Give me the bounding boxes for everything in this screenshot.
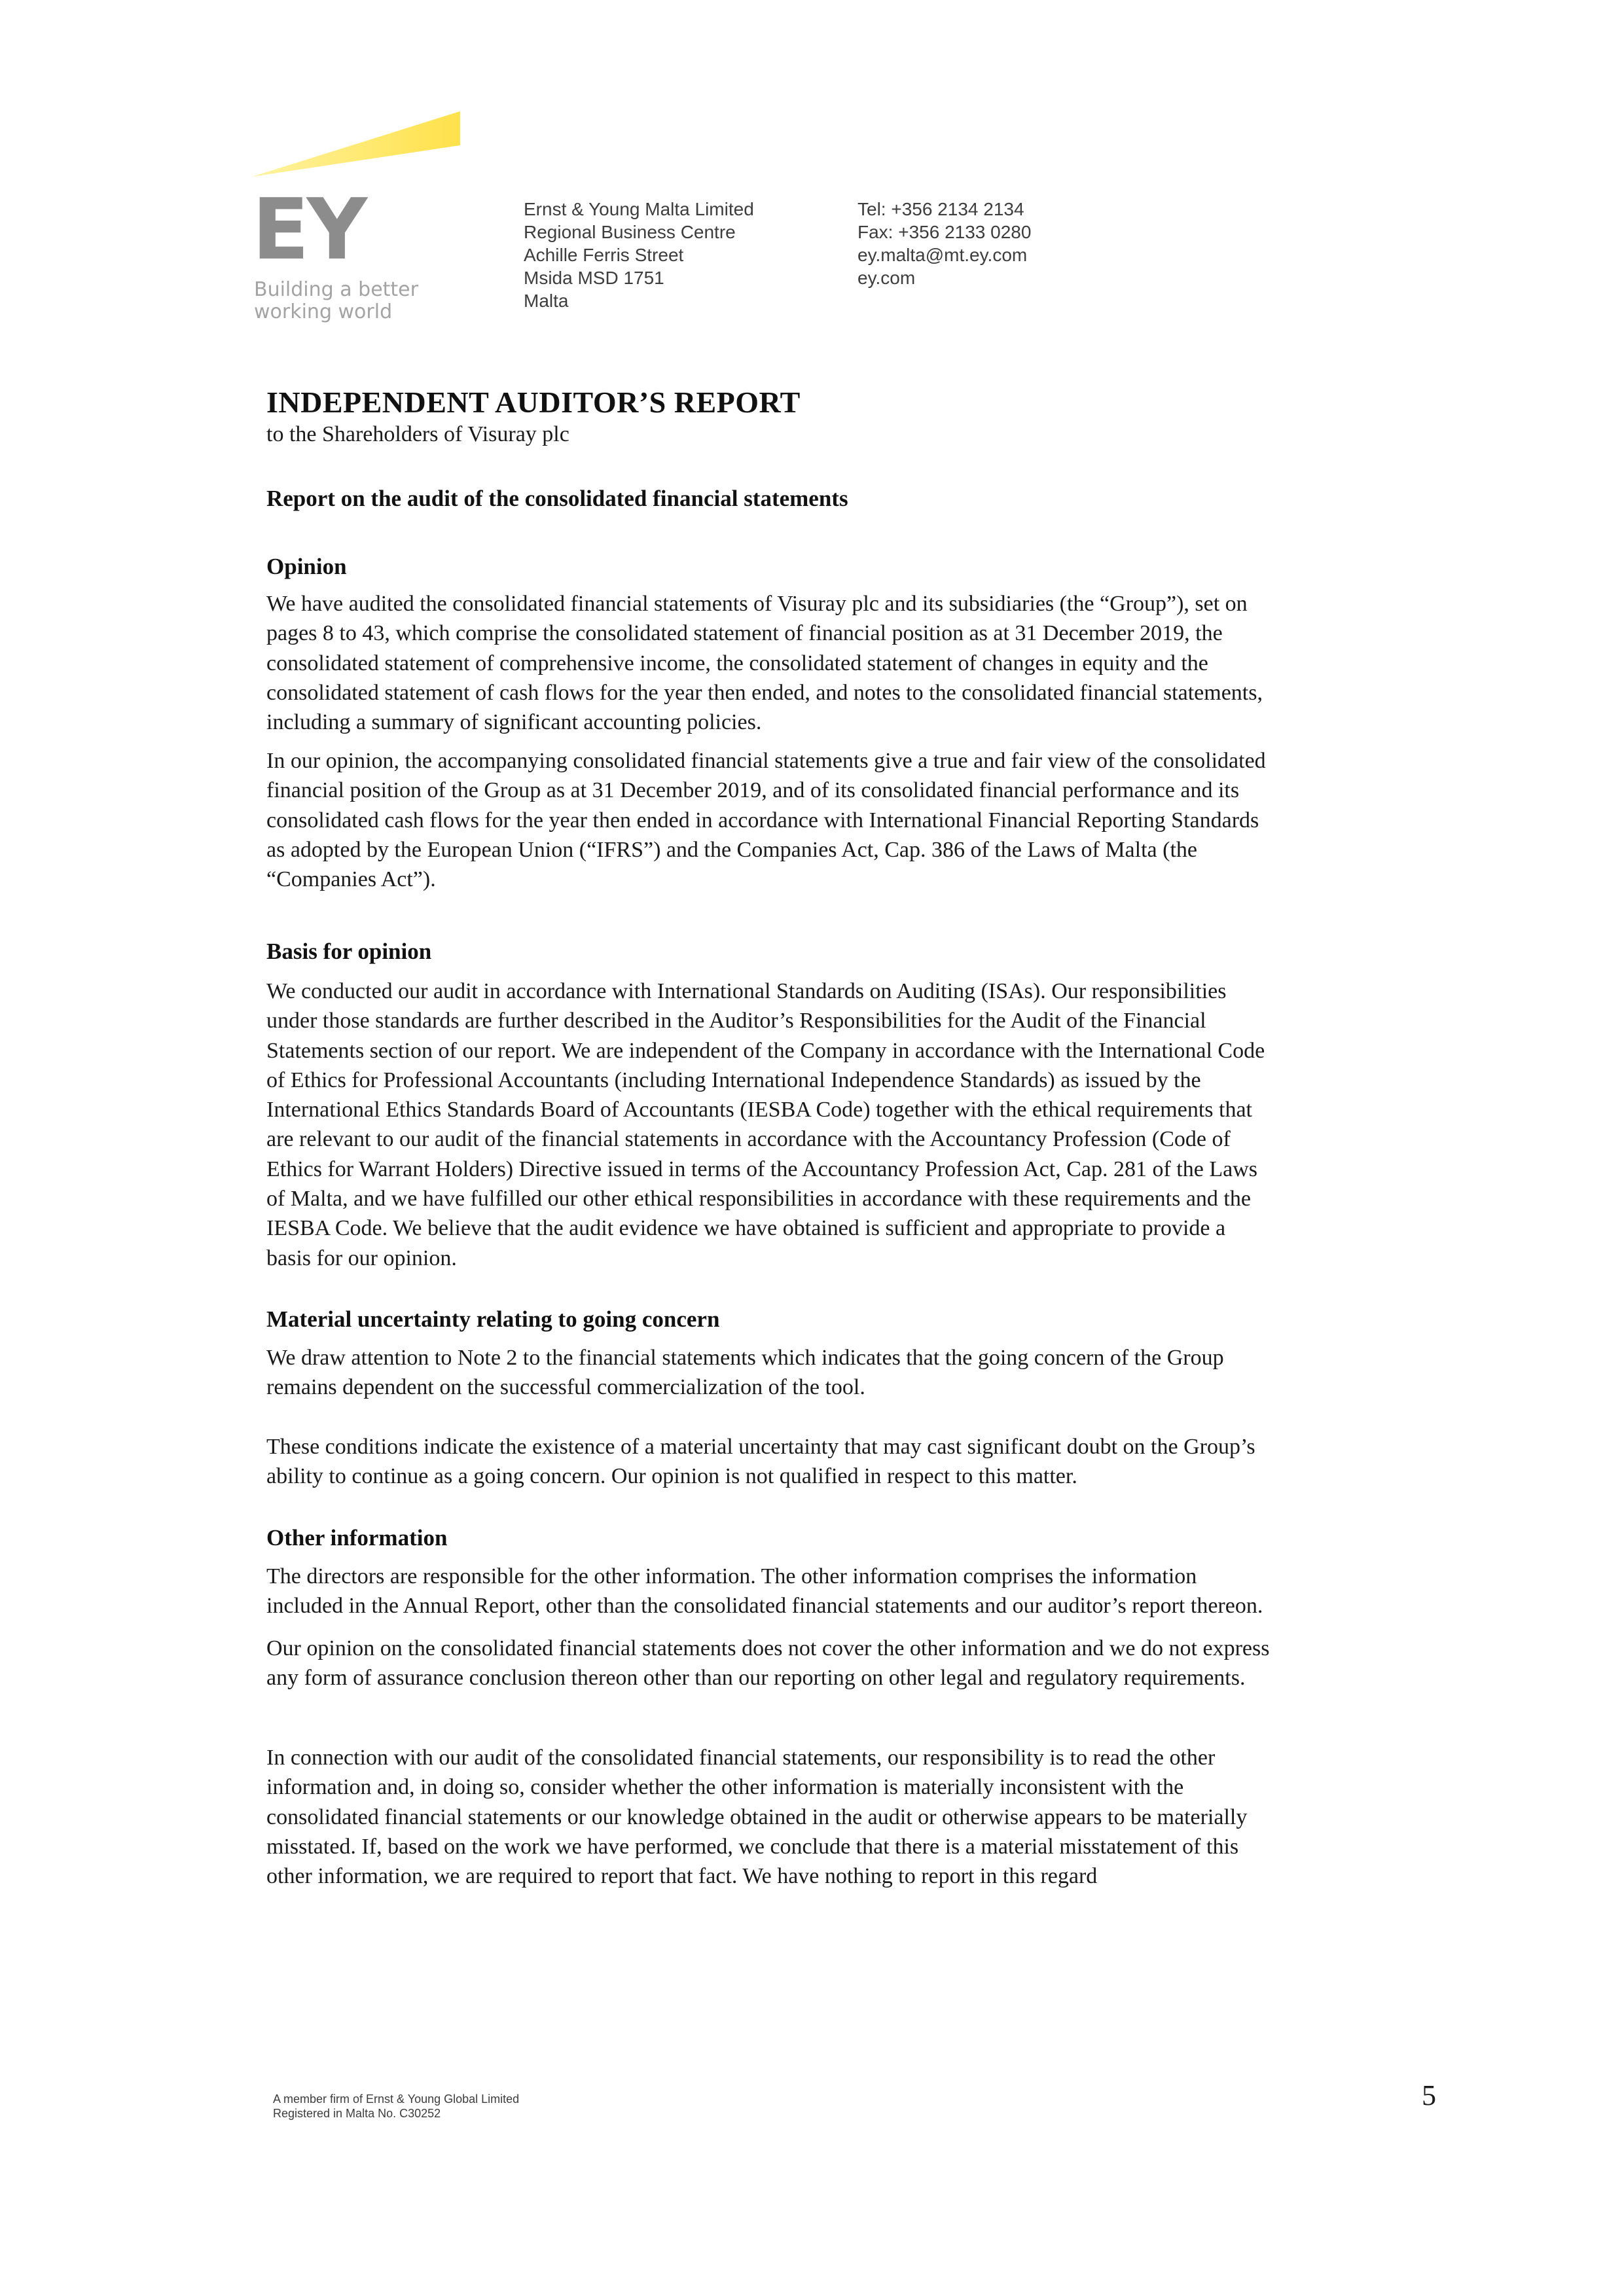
text-line: are relevant to our audit of the financial statements in accordance with the Accountancy Profession (Code of (266, 1127, 1231, 1152)
going-concern-heading: Material uncertainty relating to going concern (266, 1306, 720, 1332)
page-number: 5 (1422, 2079, 1436, 2111)
report-section-heading: Report on the audit of the consolidated financial statements (266, 486, 848, 511)
going-concern-paragraph-2 (266, 1432, 1448, 1492)
office-address (524, 198, 754, 312)
text-line: The directors are responsible for the other information. The other information comprises the information (266, 1564, 1197, 1588)
opinion-paragraph-2 (266, 746, 1448, 894)
text-line: consolidated financial statements or our knowledge obtained in the audit or otherwise appears to be materially (266, 1804, 1248, 1829)
contact-website: ey.com (857, 268, 916, 288)
footer-note (273, 2092, 519, 2121)
ey-logo (252, 111, 461, 327)
opinion-paragraph-1 (266, 589, 1448, 737)
address-line: Ernst & Young Malta Limited (524, 199, 754, 219)
report-title: INDEPENDENT AUDITOR’S REPORT (266, 386, 801, 419)
text-line: of Malta, and we have fulfilled our other ethical responsibilities in accordance with these requirements and the (266, 1187, 1251, 1211)
other-information-paragraph-3 (266, 1743, 1448, 1891)
footer-line: A member firm of Ernst & Young Global Limited (273, 2092, 520, 2106)
text-line: remains dependent on the successful commercialization of the tool. (266, 1375, 865, 1400)
text-line: consolidated cash flows for the year then ended in accordance with International Financial Reporting Standards (266, 808, 1259, 833)
text-line: misstated. If, based on the work we have performed, we conclude that there is a material misstatement of this (266, 1834, 1239, 1859)
going-concern-paragraph-1 (266, 1343, 1448, 1403)
tagline-line: working world (254, 300, 393, 323)
text-line: In connection with our audit of the consolidated financial statements, our responsibility is to read the other (266, 1746, 1216, 1770)
text-line: included in the Annual Report, other than the consolidated financial statements and our auditor’s report thereon. (266, 1594, 1263, 1619)
basis-paragraph (266, 977, 1448, 1273)
text-line: In our opinion, the accompanying consolidated financial statements give a true and fair view of the consolidated (266, 749, 1266, 773)
text-line: Our opinion on the consolidated financial statements does not cover the other information and we do not express (266, 1636, 1270, 1660)
text-line: consolidated statement of cash flows for the year then ended, and notes to the consolidated financial statements, (266, 680, 1263, 705)
address-line: Malta (524, 291, 569, 311)
text-line: Ethics for Warrant Holders) Directive issued in terms of the Accountancy Profession Act, Cap. 281 of the Laws (266, 1157, 1257, 1181)
contact-tel: Tel: +356 2134 2134 (857, 199, 1024, 219)
text-line: any form of assurance conclusion thereon other than our reporting on other legal and regulatory requirements. (266, 1666, 1246, 1691)
report-subtitle: to the Shareholders of Visuray plc (266, 422, 569, 446)
contact-details (857, 198, 1031, 289)
text-line: other information, we are required to report that fact. We have nothing to report in this regard (266, 1864, 1098, 1889)
text-line: We have audited the consolidated financial statements of Visuray plc and its subsidiaries (the “Group”), set on (266, 592, 1248, 616)
text-line: “Companies Act”). (266, 867, 436, 892)
other-information-heading: Other information (266, 1525, 448, 1551)
ey-beam-icon (252, 111, 461, 190)
text-line: including a summary of significant accounting policies. (266, 710, 762, 735)
tagline-line: Building a better (254, 278, 418, 301)
text-line: These conditions indicate the existence of a material uncertainty that may cast significant doubt on the Group’s (266, 1435, 1255, 1459)
text-line: ability to continue as a going concern. Our opinion is not qualified in respect to this matter. (266, 1464, 1077, 1489)
text-line: information and, in doing so, consider whether the other information is materially inconsistent with the (266, 1775, 1184, 1800)
other-information-paragraph-1 (266, 1562, 1448, 1621)
text-line: pages 8 to 43, which comprise the consolidated statement of financial position as at 31 December 2019, the (266, 621, 1223, 646)
ey-logo-text: EY (252, 181, 365, 279)
text-line: under those standards are further described in the Auditor’s Responsibilities for the Audit of the Financial (266, 1009, 1206, 1033)
text-line: IESBA Code. We believe that the audit evidence we have obtained is sufficient and appropriate to provide a (266, 1216, 1226, 1241)
text-line: basis for our opinion. (266, 1246, 457, 1270)
text-line: financial position of the Group as at 31 December 2019, and of its consolidated financial performance and its (266, 778, 1240, 803)
address-line: Msida MSD 1751 (524, 268, 664, 288)
text-line: Statements section of our report. We are independent of the Company in accordance with the International Code (266, 1038, 1265, 1063)
contact-email: ey.malta@mt.ey.com (857, 245, 1028, 265)
address-line: Achille Ferris Street (524, 245, 684, 265)
brand-tagline (254, 279, 418, 323)
basis-heading: Basis for opinion (266, 939, 432, 964)
text-line: We draw attention to Note 2 to the financial statements which indicates that the going concern of the Group (266, 1346, 1224, 1370)
text-line: We conducted our audit in accordance with International Standards on Auditing (ISAs). Our responsibilities (266, 979, 1227, 1003)
text-line: International Ethics Standards Board of Accountants (IESBA Code) together with the ethical requirements that (266, 1098, 1252, 1122)
footer-line: Registered in Malta No. C30252 (273, 2107, 441, 2120)
text-line: of Ethics for Professional Accountants (including International Independence Standards) as issued by the (266, 1067, 1201, 1092)
other-information-paragraph-2 (266, 1634, 1448, 1693)
opinion-heading: Opinion (266, 554, 347, 579)
address-line: Regional Business Centre (524, 222, 736, 242)
text-line: as adopted by the European Union (“IFRS”) and the Companies Act, Cap. 386 of the Laws of Malta (the (266, 837, 1197, 862)
contact-fax: Fax: +356 2133 0280 (857, 222, 1032, 242)
text-line: consolidated statement of comprehensive income, the consolidated statement of changes in equity and the (266, 651, 1208, 675)
